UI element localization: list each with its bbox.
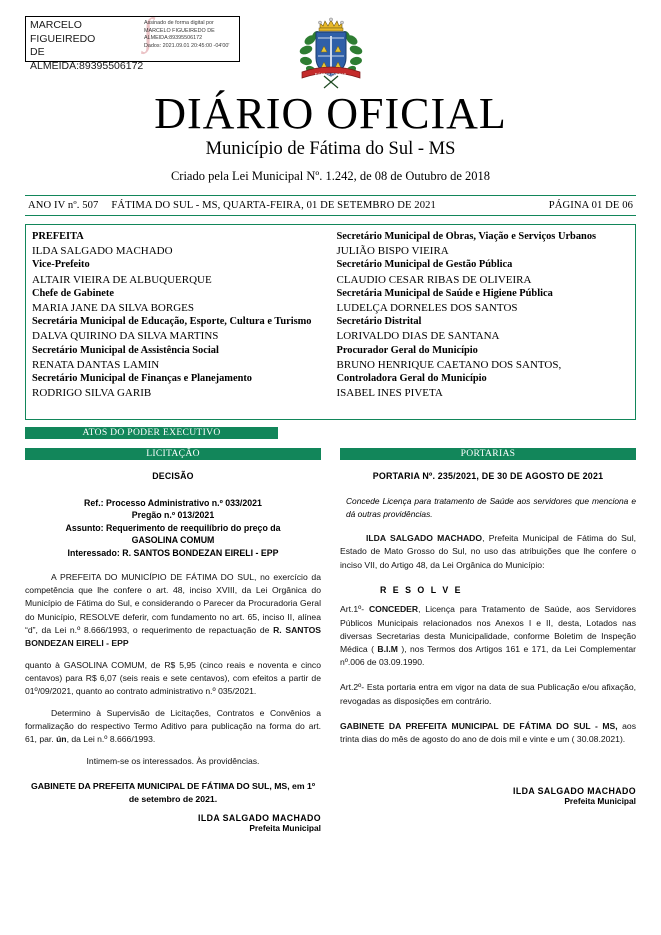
decision-p3-pre: Determino à Supervisão de Licitações, Contratos e Convênios a formalização do respectivo Termo Aditivo para publicação na forma do art. 61, par. [25, 708, 321, 745]
official-name: ILDA SALGADO MACHADO [32, 245, 173, 258]
masthead-law-line: Criado pela Lei Municipal Nº. 1.242, de 08 de Outubro de 2018 [170, 169, 491, 183]
right-signature-name: ILDA SALGADO MACHADO [512, 786, 636, 797]
section-banner-row [25, 448, 636, 460]
portaria-intro-rest: , Prefeita Municipal de Fátima do Sul, Estado de Mato Grosso do Sul, no uso das atribuições que lhe confere o inciso VII, do Artigo 48, da Lei Orgânica do Município: [340, 533, 636, 570]
ref-line-processo: Ref.: Processo Administrativo n.º 033/2021 [84, 498, 262, 508]
signature-detail-block [141, 17, 239, 61]
decision-p1-company: R. SANTOS BONDEZAN EIRELI - EPP [25, 624, 321, 649]
banner-portarias: PORTARIAS [340, 448, 636, 460]
official-name: RODRIGO SILVA GARIB [32, 387, 152, 400]
right-signature-title: Prefeita Municipal [564, 796, 636, 807]
officials-box [25, 224, 636, 420]
official-role: Procurador Geral do Município [336, 344, 478, 356]
decision-p3-bold: ún [56, 734, 67, 745]
decision-paragraph-1 [25, 571, 321, 650]
banner-licitacao: LICITAÇÃO [25, 448, 321, 460]
page-number: PÁGINA 01 DE 06 [548, 200, 633, 211]
signature-name-line-3: ALMEIDA:89395506172 [30, 59, 144, 72]
decision-title: DECISÃO [152, 471, 194, 481]
signature-detail-line-2: MARCELO FIGUEIREDO DE [144, 27, 215, 34]
digital-signature-stamp [25, 16, 240, 72]
ref-line-pregao: Pregão n.º 013/2021 [131, 510, 215, 521]
content-columns [25, 471, 636, 833]
official-name: LORIVALDO DIAS DE SANTANA [336, 330, 500, 343]
official-role: Secretário Municipal de Obras, Viação e Serviços Urbanos [336, 231, 597, 242]
decision-reference-block [25, 497, 321, 559]
official-name: BRUNO HENRIQUE CAETANO DOS SANTOS, [336, 358, 562, 371]
official-name: JULIÃO BISPO VIEIRA [336, 245, 449, 258]
banner-atos-poder-executivo: ATOS DO PODER EXECUTIVO [25, 427, 278, 439]
official-name: MARIA JANE DA SILVA BORGES [32, 302, 194, 315]
left-gabinete-line: GABINETE DA PREFEITA MUNICIPAL DE FÁTIMA DO SUL, MS, em 1º de setembro de 2021. [30, 781, 316, 805]
signature-detail-line-4: Dados: 2021.09.01 20:45:00 -04'00' [144, 42, 230, 49]
art1-label: Art.1º- [340, 604, 369, 615]
officials-column-right [331, 230, 630, 413]
signature-name-block [26, 17, 144, 72]
column-portarias [340, 471, 636, 833]
signature-name-line-1: MARCELO FIGUEIREDO [30, 19, 96, 45]
official-role: Controladora Geral do Município [336, 373, 487, 385]
edition-date: FÁTIMA DO SUL - MS, QUARTA-FEIRA, 01 DE SETEMBRO DE 2021 [111, 200, 436, 211]
official-role: Chefe de Gabinete [32, 287, 114, 299]
official-name: ALTAIR VIEIRA DE ALBUQUERQUE [32, 273, 212, 286]
ref-line-interessado: Interessado: R. SANTOS BONDEZAN EIRELI - EPP [67, 547, 279, 558]
decision-paragraph-2: quanto à GASOLINA COMUM, de R$ 5,95 (cinco reais e noventa e cinco centavos) para R$ 6,07 (seis reais e sete centavos), com efeitos a partir de 01º/09/2021, quanto ao contrato administrativo n.º 035/2021. [25, 659, 321, 697]
official-role: Secretário Municipal de Gestão Pública [336, 259, 513, 271]
portaria-intro-name: ILDA SALGADO MACHADO [366, 533, 483, 544]
officials-column-left [32, 230, 331, 413]
coat-of-arms-icon [294, 14, 368, 90]
edition-number: ANO IV nº. 507 [28, 200, 99, 211]
official-role: Secretário Municipal de Assistência Social [32, 344, 219, 356]
decision-p3-post: , da Lei n.º 8.666/1993. [66, 734, 156, 745]
ref-line-objeto: GASOLINA COMUM [131, 535, 215, 546]
official-name: RENATA DANTAS LAMIN [32, 358, 160, 371]
portaria-intro-paragraph [340, 532, 636, 572]
portaria-art1 [340, 603, 636, 669]
portaria-ementa: Concede Licença para tratamento de Saúde aos servidores que menciona e dá outras providências. [346, 496, 636, 519]
official-name: CLAUDIO CESAR RIBAS DE OLIVEIRA [336, 273, 532, 286]
decision-paragraph-3 [25, 707, 321, 747]
official-role: Vice-Prefeito [32, 259, 90, 271]
masthead-subtitle: Município de Fátima do Sul - MS [205, 139, 456, 159]
official-name: ISABEL INES PIVETA [336, 387, 443, 400]
art1-bim-abbr: B.I.M [377, 644, 398, 654]
decision-p1-text: A PREFEITA DO MUNICÍPIO DE FÁTIMA DO SUL, no exercício da competência que lhe confere o art. 48, inciso XVIII, da Lei Orgânica do Município de Fátima do Sul, e considerando o Parecer da Procuradoria Geral do Município, RESOLVE deferir, com fundamento no art. 65, inciso II, alínea “d”, da Lei n.º 8.666/1993, o requerimento de repactuação de [25, 572, 321, 635]
left-signature-name: ILDA SALGADO MACHADO [197, 813, 321, 824]
signature-flourish-icon: ∫ [143, 17, 154, 53]
portaria-art2: Art.2º- Esta portaria entra em vigor na data de sua Publicação e/ou afixação, revogadas as disposições em contrário. [340, 682, 636, 706]
art1-post: ), nos Termos dos Artigos 161 e 171, da Lei Complementar nº.006 de 03.09.1990. [340, 644, 636, 668]
svg-text:FÁTIMA DO SUL: FÁTIMA DO SUL [314, 72, 347, 77]
official-role: Secretário Municipal de Finanças e Planejamento [32, 373, 253, 385]
decision-paragraph-4: Intimem-se os interessados. Às providências. [86, 756, 260, 767]
art1-mid: , Licença para Tratamento de Saúde, aos Servidores Públicos Municipais relacionados nos Anexos I e II, desta, Lotados nas diversas Secretarias desta Municipalidade, conforme Boletim de Inspeção Médica ( [340, 604, 636, 654]
page-title: DIÁRIO OFICIAL [154, 89, 507, 138]
ref-line-assunto: Assunto: Requerimento de reequilíbrio do preço da [65, 522, 281, 533]
right-gabinete-paragraph [340, 720, 636, 746]
edition-bar [25, 195, 636, 216]
right-gabinete-rest: aos trinta dias do mês de agosto do ano de dois mil e vinte e um ( 30.08.2021). [340, 720, 636, 745]
signature-detail-line-1: Assinado de forma digital por [144, 20, 214, 26]
art1-verb: CONCEDER [368, 604, 419, 615]
official-name: LUDELÇA DORNELES DOS SANTOS [336, 302, 518, 315]
official-role: Secretária Municipal de Educação, Esporte, Cultura e Turismo [32, 316, 312, 328]
left-signature-title: Prefeita Municipal [249, 823, 321, 834]
resolve-heading: R E S O L V E [380, 584, 463, 595]
official-role: Secretário Distrital [336, 316, 422, 328]
official-role: Secretária Municipal de Saúde e Higiene Pública [336, 287, 553, 299]
official-name: DALVA QUIRINO DA SILVA MARTINS [32, 330, 219, 343]
signature-name-line-2: DE [30, 46, 45, 58]
right-gabinete-bold: GABINETE DA PREFEITA MUNICIPAL DE FÁTIMA DO SUL - MS, [340, 720, 618, 731]
portaria-title: PORTARIA Nº. 235/2021, DE 30 DE AGOSTO DE 2021 [372, 471, 604, 481]
official-role: PREFEITA [32, 231, 84, 242]
column-licitacao [25, 471, 321, 833]
signature-detail-line-3: ALMEIDA:89395506172 [144, 35, 203, 42]
